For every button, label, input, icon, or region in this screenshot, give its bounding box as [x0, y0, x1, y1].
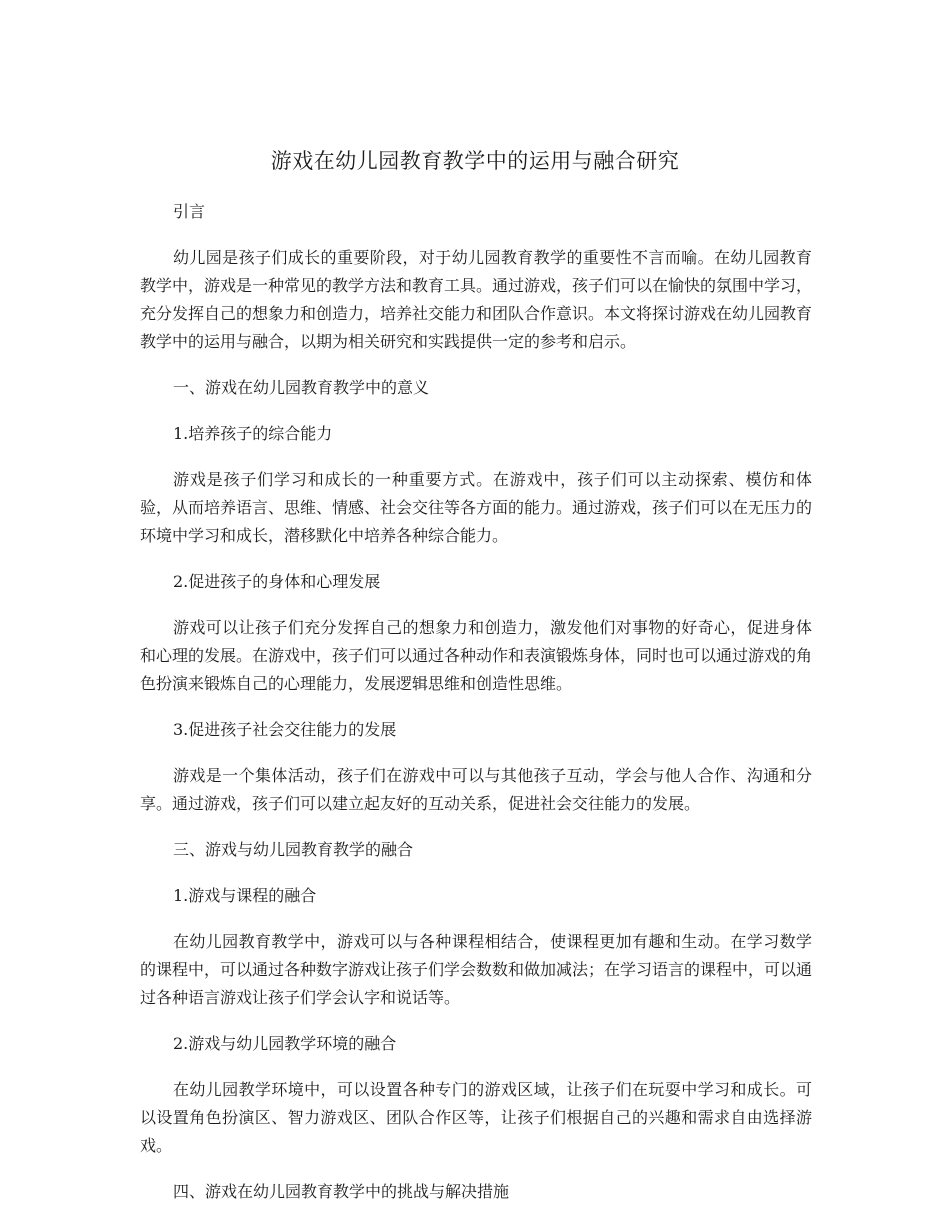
- section-1-heading: 一、游戏在幼儿园教育教学中的意义: [173, 378, 430, 397]
- section-3-item-1-heading: 1.游戏与课程的融合: [173, 886, 317, 905]
- intro-heading: 引言: [173, 202, 206, 221]
- section-3-item-2-heading: 2.游戏与幼儿园教学环境的融合: [173, 1034, 397, 1053]
- section-3-item-1-paragraph: 在幼儿园教育教学中，游戏可以与各种课程相结合，使课程更加有趣和生动。在学习数学的课程中，可以通过各种数字游戏让孩子们学会数数和做加减法；在学习语言的课程中，可以通过各种语言游戏让孩子们学会认字和说话等。: [140, 932, 813, 1007]
- section-4-heading: 四、游戏在幼儿园教育教学中的挑战与解决措施: [173, 1182, 510, 1201]
- section-1-item-1-paragraph: 游戏是孩子们学习和成长的一种重要方式。在游戏中，孩子们可以主动探索、模仿和体验，从而培养语言、思维、情感、社会交往等各方面的能力。通过游戏，孩子们可以在无压力的环境中学习和成长，潜移默化中培养各种综合能力。: [140, 470, 813, 545]
- document-body: [140, 198, 812, 1224]
- section-1-item-1-heading: 1.培养孩子的综合能力: [173, 424, 333, 443]
- section-3-item-2-paragraph: 在幼儿园教学环境中，可以设置各种专门的游戏区域，让孩子们在玩耍中学习和成长。可以设置角色扮演区、智力游戏区、团队合作区等，让孩子们根据自己的兴趣和需求自由选择游戏。: [140, 1080, 812, 1155]
- section-1-item-2-heading: 2.促进孩子的身体和心理发展: [173, 572, 381, 591]
- section-1-item-3-heading: 3.促进孩子社会交往能力的发展: [173, 720, 397, 739]
- section-1-item-3-paragraph: 游戏是一个集体活动，孩子们在游戏中可以与其他孩子互动，学会与他人合作、沟通和分享。通过游戏，孩子们可以建立起友好的互动关系，促进社会交往能力的发展。: [140, 766, 812, 813]
- section-1-item-2-paragraph: 游戏可以让孩子们充分发挥自己的想象力和创造力，激发他们对事物的好奇心，促进身体和心理的发展。在游戏中，孩子们可以通过各种动作和表演锻炼身体，同时也可以通过游戏的角色扮演来锻炼自己的心理能力，发展逻辑思维和创造性思维。: [140, 618, 813, 693]
- intro-paragraph: 幼儿园是孩子们成长的重要阶段，对于幼儿园教育教学的重要性不言而喻。在幼儿园教育教学中，游戏是一种常见的教学方法和教育工具。通过游戏，孩子们可以在愉快的氛围中学习，充分发挥自己的想象力和创造力，培养社交能力和团队合作意识。本文将探讨游戏在幼儿园教育教学中的运用与融合，以期为相关研究和实践提供一定的参考和启示。: [140, 248, 813, 351]
- page-title: 游戏在幼儿园教育教学中的运用与融合研究: [270, 149, 680, 173]
- section-3-heading: 三、游戏与幼儿园教育教学的融合: [173, 840, 414, 859]
